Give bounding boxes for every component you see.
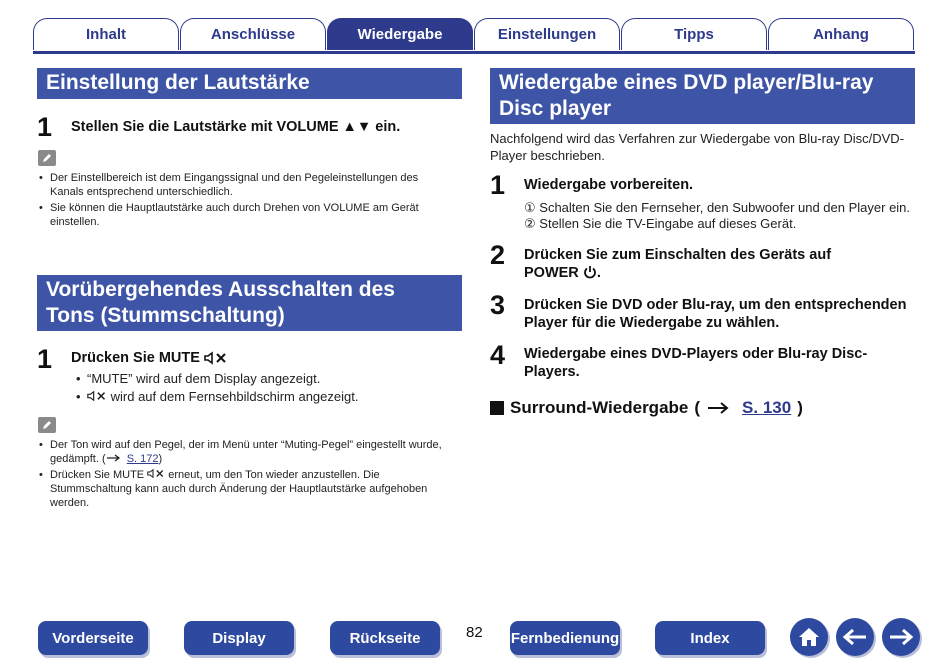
top-tab-bar	[33, 18, 915, 54]
pencil-note-icon	[38, 417, 56, 433]
page-ref-link[interactable]: S. 172	[126, 453, 159, 465]
sub-item	[74, 388, 454, 406]
section-title-volume	[37, 68, 462, 99]
step1-sub-2	[524, 215, 914, 232]
section-title-mute-line1: Vorübergehendes Ausschalten des	[46, 278, 395, 301]
surround-page-link[interactable]: S. 130	[742, 398, 792, 417]
step-text-volume: Stellen Sie die Lautstärke mit VOLUME ▲▼ ein.	[71, 119, 401, 135]
step-text-line: POWER .	[524, 265, 601, 281]
display-button[interactable]: Display	[184, 621, 294, 655]
tab-wiedergabe[interactable]: Wiedergabe	[327, 18, 473, 50]
front-panel-button[interactable]: Vorderseite	[38, 621, 148, 655]
note-item: • Der Ton wird auf den Pegel, der im Menü unter “Muting-Pegel” eingestellt wurde, gedämpft. ( S. 172)	[38, 438, 456, 466]
section-title-dvd-line2: Disc player	[499, 97, 612, 120]
tab-anschluesse[interactable]: Anschlüsse	[180, 18, 326, 50]
intro-text: Nachfolgend wird das Verfahren zur Wiedergabe von Blu-ray Disc/DVD-Player beschrieben.	[490, 131, 905, 163]
circle-number: ①	[524, 200, 536, 215]
pencil-note-icon	[38, 150, 56, 166]
surround-link-row	[490, 398, 803, 418]
index-button[interactable]: Index	[655, 621, 765, 655]
forward-button[interactable]	[882, 618, 920, 656]
sub-item-text: wird auf dem Fernsehbildschirm angezeigt.	[110, 389, 359, 404]
step-number: 1	[37, 344, 53, 374]
mute-icon	[87, 390, 107, 402]
note-text: Der Ton wird auf den Pegel, der im Menü unter “Muting-Pegel” eingestellt wurde, gedämpft.	[50, 439, 442, 465]
remote-control-button[interactable]: Fernbedienung	[510, 621, 620, 655]
step-text-play: Wiedergabe eines DVD-Players oder Blu-ray Disc-Players.	[524, 346, 868, 380]
rear-panel-button[interactable]: Rückseite	[330, 621, 440, 655]
tab-inhalt[interactable]: Inhalt	[33, 18, 179, 50]
sub-text: Schalten Sie den Fernseher, den Subwoofer und den Player ein.	[539, 200, 911, 215]
step-number: 4	[490, 340, 506, 370]
sub-item: • “MUTE” wird auf dem Display angezeigt.	[74, 370, 454, 388]
square-bullet-icon	[490, 401, 504, 415]
step-text-mute-label: Drücken Sie MUTE	[71, 350, 200, 366]
mute-icon	[147, 468, 165, 479]
step-text-select: Drücken Sie DVD oder Blu-ray, um den entsprechenden Player für die Wiedergabe zu wählen.	[524, 297, 907, 331]
step-text-prepare: Wiedergabe vorbereiten.	[524, 177, 694, 193]
note-item: • Sie können die Hauptlautstärke auch durch Drehen von VOLUME am Gerät einstellen.	[38, 201, 438, 229]
step-text-line: Drücken Sie zum Einschalten des Geräts auf	[524, 247, 832, 263]
step-number: 3	[490, 290, 506, 320]
step-number: 2	[490, 240, 506, 270]
step-text-mute	[71, 349, 228, 367]
note-list-volume	[38, 171, 438, 231]
section-title-mute	[37, 275, 462, 331]
section-title-mute-line2: Tons (Stummschaltung)	[46, 304, 285, 327]
tab-baseline	[33, 51, 915, 54]
arrow-right-icon	[888, 628, 914, 646]
sub-text: Stellen Sie die TV-Eingabe auf dieses Gerät.	[539, 216, 797, 231]
back-button[interactable]	[836, 618, 874, 656]
note-item: • Der Einstellbereich ist dem Eingangssignal und den Pegeleinstellungen des Kanals entsprechend unterschiedlich.	[38, 171, 438, 199]
surround-label: Surround-Wiedergabe	[510, 398, 689, 417]
reference-hand-icon	[706, 400, 736, 416]
section-title-volume-text: Einstellung der Lautstärke	[46, 71, 310, 94]
step-number: 1	[490, 170, 506, 200]
paren: )	[797, 398, 803, 417]
tab-einstellungen[interactable]: Einstellungen	[474, 18, 620, 50]
home-icon	[797, 626, 821, 648]
paren: (	[694, 398, 701, 417]
step1-sub-1	[524, 199, 914, 216]
circle-number: ②	[524, 216, 536, 231]
page-number: 82	[466, 624, 483, 641]
home-button[interactable]	[790, 618, 828, 656]
step-text-power	[524, 246, 914, 282]
note-text: erneut, um den Ton wieder anzustellen. Die Stummschaltung kann auch durch Änderung der Hauptlautstärke aufgehoben werden.	[50, 469, 428, 509]
section-title-dvd-line1: Wiedergabe eines DVD player/Blu-ray	[499, 71, 874, 94]
power-icon	[583, 265, 597, 279]
mute-icon	[204, 351, 228, 365]
tab-anhang[interactable]: Anhang	[768, 18, 914, 50]
tab-tipps[interactable]: Tipps	[621, 18, 767, 50]
note-text: Drücken Sie MUTE	[50, 469, 145, 481]
reference-hand-icon	[106, 453, 124, 463]
step-number: 1	[37, 112, 53, 142]
section-title-dvd	[490, 68, 915, 124]
note-list-mute	[38, 438, 456, 512]
mute-sub-list	[74, 370, 454, 406]
arrow-left-icon	[842, 628, 868, 646]
power-label: POWER	[524, 265, 579, 281]
note-item	[38, 468, 456, 510]
